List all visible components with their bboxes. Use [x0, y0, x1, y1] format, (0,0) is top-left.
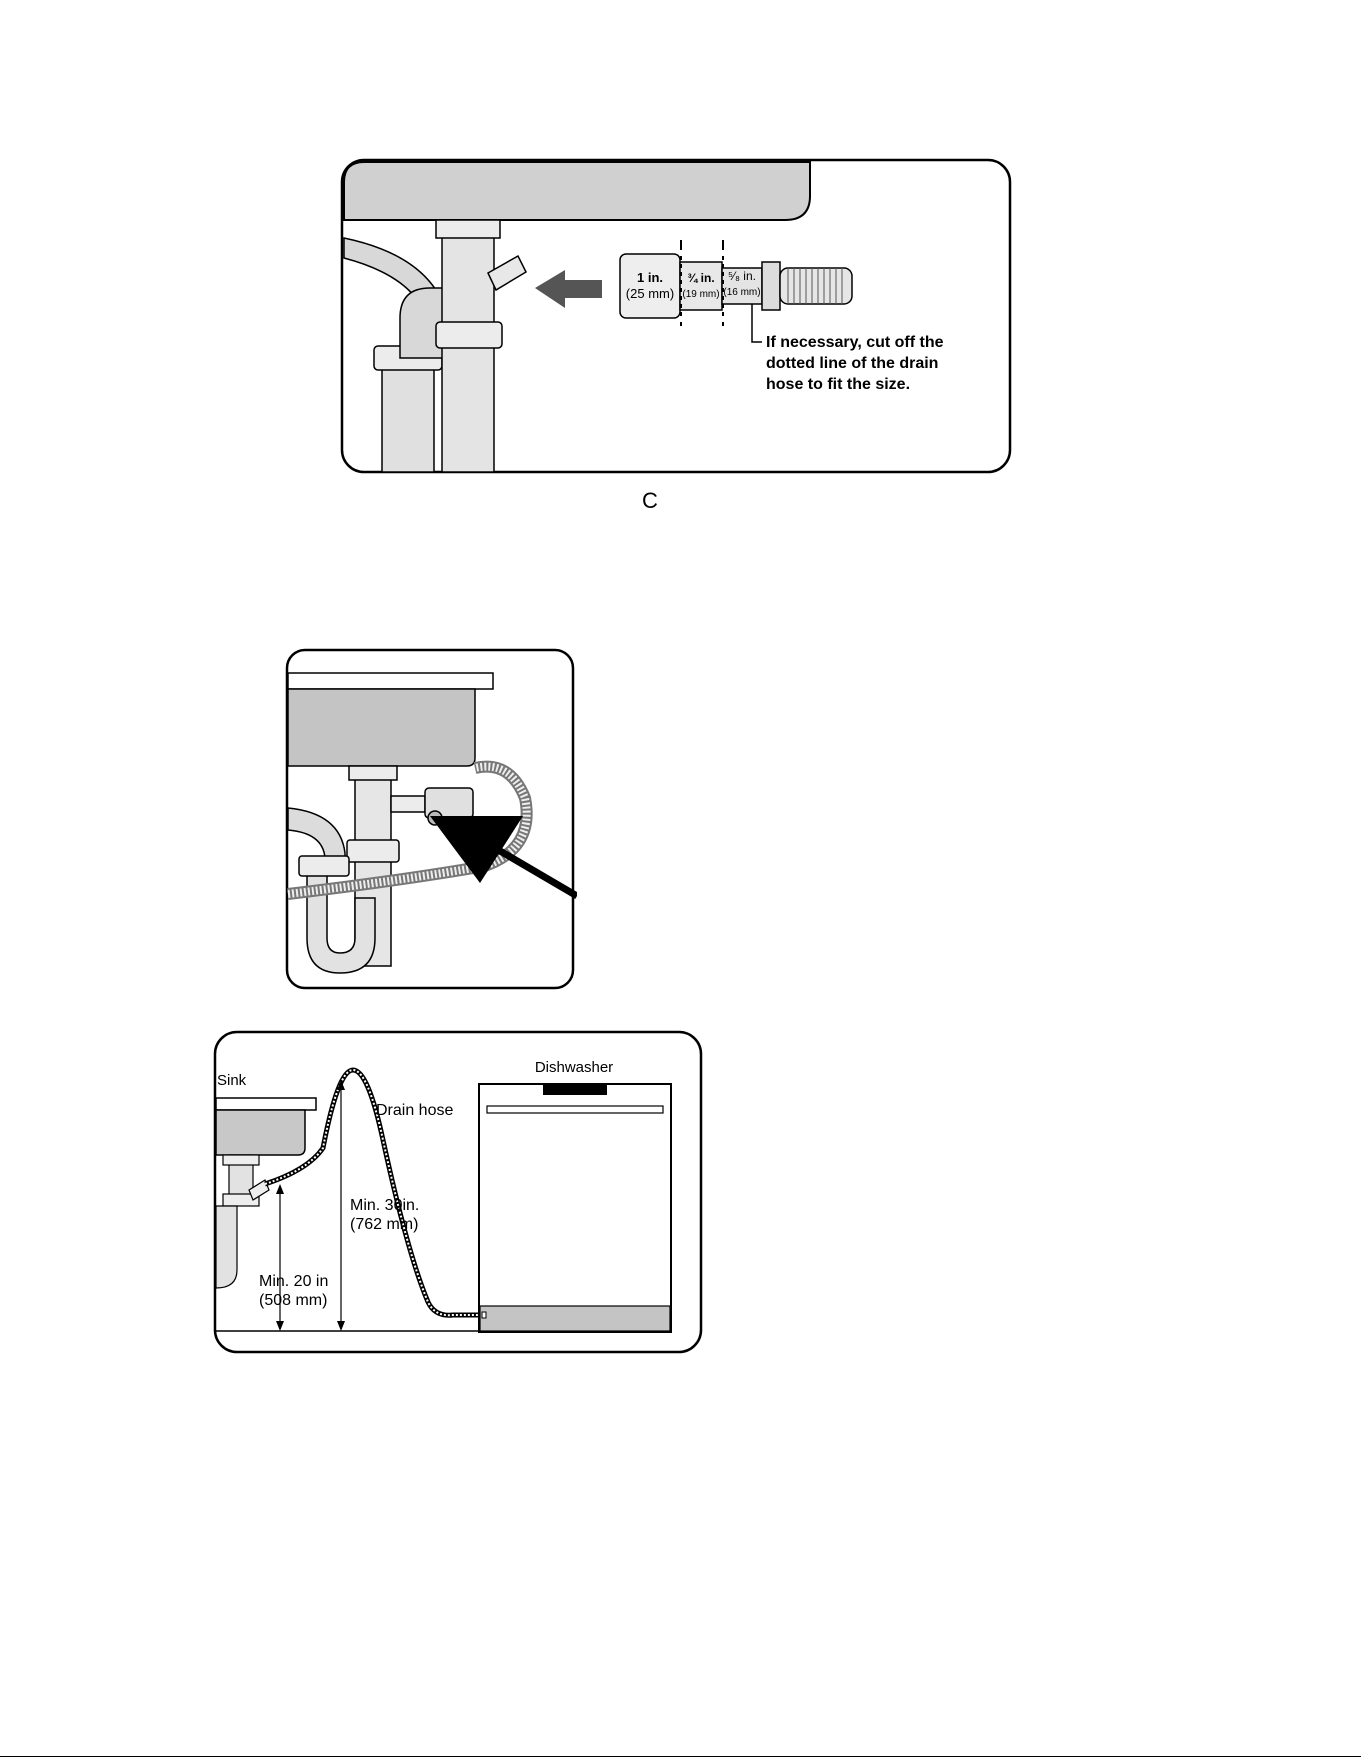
size-2-top: ¾ in. — [687, 271, 715, 285]
hose-outlet — [482, 1312, 486, 1318]
size-3-bottom: (16 mm) — [723, 287, 761, 298]
drain-hose-label: Drain hose — [376, 1102, 454, 1119]
hose-step-2 — [680, 262, 722, 310]
clamp-trap-nut — [299, 856, 349, 876]
sink-underside — [344, 162, 810, 220]
note-line-1: If necessary, cut off the — [766, 334, 944, 351]
dishwasher-control — [543, 1084, 607, 1095]
clamp-illustration — [285, 648, 577, 992]
hose-collar — [762, 262, 780, 310]
clamp-top-nut — [349, 766, 397, 780]
tailpiece-nut — [436, 322, 502, 348]
figure-drain-height — [213, 1030, 703, 1354]
corrugated-hose — [780, 268, 852, 304]
figure-c-illustration — [340, 158, 1014, 476]
clamp-sink-basin — [288, 689, 475, 766]
dishwasher-body — [479, 1084, 671, 1332]
figure-c-caption: C — [642, 488, 658, 513]
dishwasher-kickplate — [480, 1306, 670, 1331]
clamp-countertop — [288, 673, 493, 689]
min20-line1: Min. 20 in — [259, 1273, 329, 1290]
sink-counter — [216, 1098, 316, 1110]
dishwasher-label: Dishwasher — [534, 1059, 614, 1076]
min30-line1: Min. 30in. — [350, 1197, 420, 1214]
min30-line2: (762 mm) — [350, 1216, 419, 1233]
figure-c-hose-sizes — [340, 158, 1014, 476]
size-1-top: 1 in. — [636, 270, 664, 285]
size-1-bottom: (25 mm) — [625, 286, 675, 301]
sink-label: Sink — [217, 1072, 247, 1089]
drain-height-illustration — [213, 1030, 703, 1354]
height-trap — [216, 1206, 237, 1288]
height-tailpiece-nut — [223, 1155, 259, 1165]
note-line-2: dotted line of the drain — [766, 355, 939, 372]
dishwasher-handle — [487, 1106, 663, 1113]
tailpiece-top-nut — [436, 220, 500, 238]
size-3-top: ⁵⁄₈ in. — [728, 269, 756, 283]
sink-bowl — [216, 1110, 305, 1155]
min20-line2: (508 mm) — [259, 1292, 328, 1309]
page-bottom-rule — [0, 1756, 1361, 1757]
left-pipe — [382, 358, 434, 472]
clamp-inlet — [391, 796, 425, 812]
figure-hose-clamp — [285, 648, 577, 992]
size-2-bottom: (19 mm) — [682, 289, 720, 300]
note-line-3: hose to fit the size. — [766, 376, 911, 393]
clamp-mid-nut — [347, 840, 399, 862]
